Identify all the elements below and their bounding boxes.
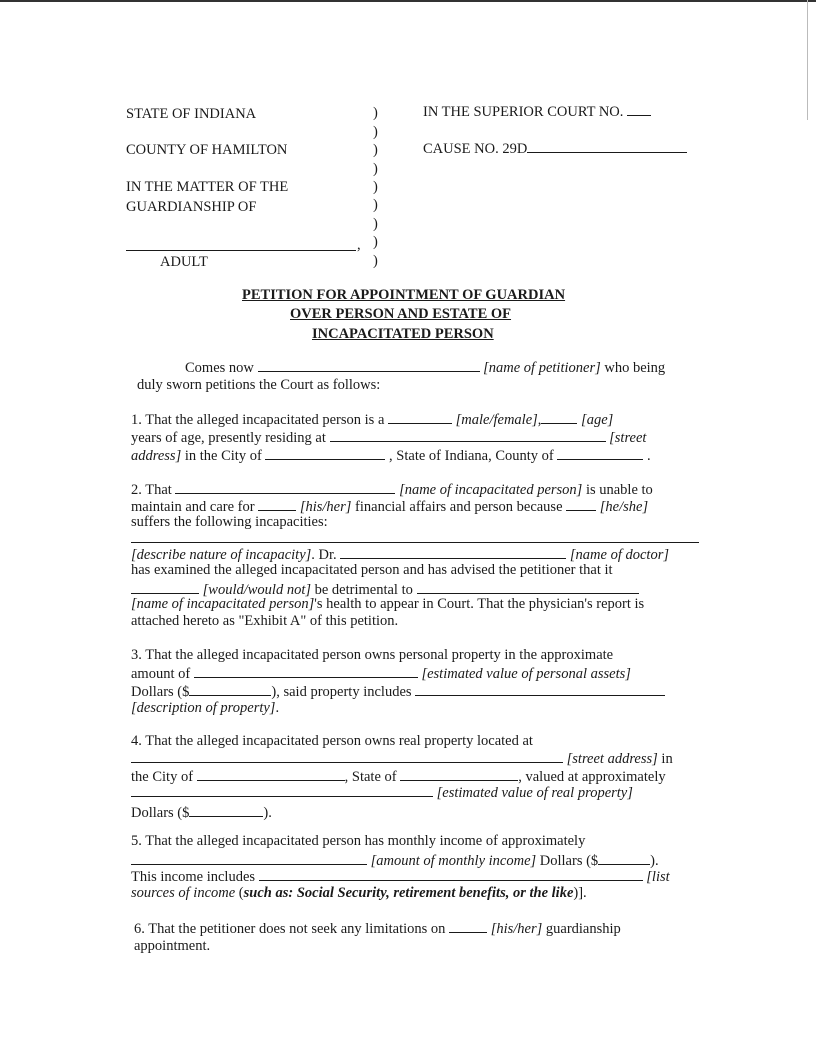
caption-comma: ,	[357, 237, 361, 253]
p4-line4: [estimated value of real property]	[131, 784, 633, 801]
caption-paren: )	[373, 253, 378, 269]
p3-line2: amount of [estimated value of personal assets]	[131, 666, 631, 682]
ward-name-blank	[126, 250, 356, 251]
p2-line5: has examined the alleged incapacitated person and has advised the petitioner that it	[131, 562, 613, 578]
caption-paren: )	[373, 197, 378, 213]
caption-paren: )	[373, 124, 378, 140]
intro-line2: duly sworn petitions the Court as follows:	[137, 377, 381, 393]
p1-line2: years of age, presently residing at [street	[131, 430, 647, 446]
p1-line3: address] in the City of , State of Indiana, County of .	[131, 448, 651, 464]
p3-line1: 3. That the alleged incapacitated person owns personal property in the approximate	[131, 647, 614, 663]
caption-paren: )	[373, 142, 378, 158]
petition-title-line3: INCAPACITATED PERSON	[312, 326, 494, 342]
caption-county: COUNTY OF HAMILTON	[126, 142, 288, 158]
caption-matter-line1: IN THE MATTER OF THE	[126, 179, 289, 195]
p6-line1: 6. That the petitioner does not seek any limitations on [his/her] guardianship	[134, 921, 621, 937]
caption-paren: )	[373, 105, 378, 121]
p2-line6: [would/would not] be detrimental to	[131, 581, 639, 598]
p4-line1: 4. That the alleged incapacitated person owns real property located at	[131, 733, 533, 749]
caption-adult: ADULT	[160, 254, 208, 270]
caption-matter-line2: GUARDIANSHIP OF	[126, 199, 257, 215]
intro-line1: Comes now [name of petitioner] who being	[185, 360, 666, 376]
p5-line2: [amount of monthly income] Dollars ($ ).	[131, 852, 659, 869]
p4-line2: [street address] in	[131, 750, 673, 767]
petition-title-line2: OVER PERSON AND ESTATE OF	[290, 306, 512, 322]
caption-paren: )	[373, 234, 378, 250]
p5-line1: 5. That the alleged incapacitated person has monthly income of approximately	[131, 833, 586, 849]
p1-line1: 1. That the alleged incapacitated person is a [male/female], [age]	[131, 412, 614, 428]
p2-line3: suffers the following incapacities:	[131, 514, 328, 530]
p4-line3: the City of , State of , valued at approximately	[131, 769, 666, 785]
caption-state: STATE OF INDIANA	[126, 106, 257, 122]
cause-number: CAUSE NO. 29D	[423, 140, 687, 157]
p4-line5: Dollars ($ ).	[131, 805, 272, 821]
incapacity-blank	[131, 542, 699, 543]
p5-line4: sources of income (such as: Social Security, retirement benefits, or the like)].	[131, 885, 587, 901]
scan-top-edge	[0, 0, 816, 2]
caption-paren: )	[373, 179, 378, 195]
p2-line1: 2. That [name of incapacitated person] is unable to	[131, 482, 653, 498]
p6-line2: appointment.	[134, 938, 211, 954]
p3-line3: Dollars ($ ), said property includes	[131, 683, 665, 700]
scan-right-edge	[807, 0, 808, 120]
p2-line7: [name of incapacitated person]'s health to appear in Court. That the physician's report is	[131, 596, 645, 612]
p3-line4: [description of property].	[131, 700, 280, 716]
court-number: IN THE SUPERIOR COURT NO.	[423, 103, 651, 120]
p2-line2: maintain and care for [his/her] financial affairs and person because [he/she]	[131, 499, 649, 515]
p2-line8: attached hereto as "Exhibit A" of this petition.	[131, 613, 399, 629]
caption-paren: )	[373, 161, 378, 177]
caption-paren: )	[373, 216, 378, 232]
petition-title-line1: PETITION FOR APPOINTMENT OF GUARDIAN	[242, 287, 566, 303]
p5-line3: This income includes [list	[131, 869, 670, 885]
p2-line4: [describe nature of incapacity]. Dr. [name of doctor]	[131, 547, 669, 563]
